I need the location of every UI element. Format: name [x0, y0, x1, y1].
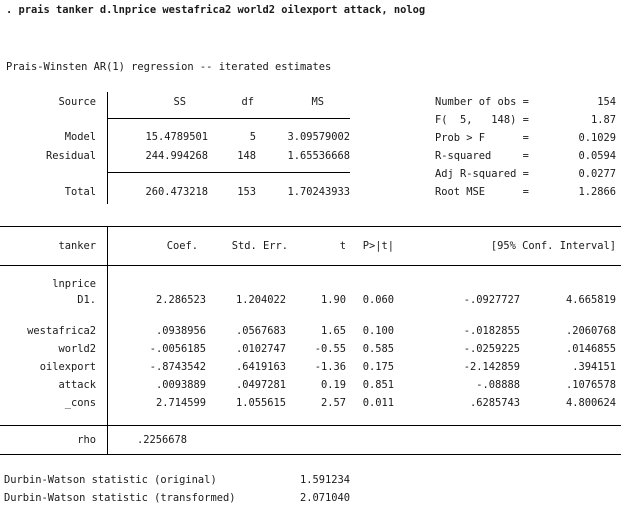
coef-row-se: .0497281 — [235, 379, 286, 391]
coef-group-label: lnprice — [52, 278, 96, 290]
stat-label: Adj R-squared = — [435, 168, 529, 180]
coef-row-ci-high: .2060768 — [565, 325, 616, 337]
anova-row-label: Model — [64, 131, 96, 143]
command-line: . prais tanker d.lnprice westafrica2 world2 oilexport attack, nolog — [6, 4, 426, 16]
coef-row-ci-low: -.0182855 — [463, 325, 520, 337]
anova-total-ms: 1.70243933 — [287, 186, 350, 198]
coef-row-se: .0102747 — [235, 343, 286, 355]
coef-row-coef: -.0056185 — [149, 343, 206, 355]
coef-row-p: 0.851 — [362, 379, 394, 391]
stat-value: 1.2866 — [578, 186, 616, 198]
coef-row-var: D1. — [77, 294, 96, 306]
anova-row-ss: 244.994268 — [145, 150, 208, 162]
coef-header-se: Std. Err. — [231, 240, 288, 252]
coef-row-coef: 2.714599 — [155, 397, 206, 409]
stat-value: 1.87 — [590, 114, 616, 126]
coef-row-ci-high: .394151 — [572, 361, 616, 373]
anova-total-ss: 260.473218 — [145, 186, 208, 198]
rho-value: .2256678 — [137, 434, 188, 446]
coef-row-t: 0.19 — [320, 379, 346, 391]
coef-row-ci-high: 4.665819 — [565, 294, 616, 306]
anova-header-ms: MS — [311, 96, 324, 108]
anova-row-ms: 3.09579002 — [287, 131, 350, 143]
stat-label: Number of obs = — [435, 96, 529, 108]
coef-row-p: 0.100 — [362, 325, 394, 337]
rho-label: rho — [77, 434, 96, 446]
coef-header-p: P>|t| — [362, 240, 394, 252]
coef-row-coef: .0093889 — [155, 379, 206, 391]
coef-row-t: 2.57 — [320, 397, 346, 409]
coef-row-ci-high: .1076578 — [565, 379, 616, 391]
stat-value: 0.0277 — [578, 168, 616, 180]
coef-row-var: _cons — [64, 397, 96, 409]
coef-row-var: attack — [58, 379, 96, 391]
coef-rule-bottom — [0, 454, 621, 455]
anova-row-label: Residual — [45, 150, 96, 162]
coef-header-var: tanker — [58, 240, 96, 252]
anova-row-ss: 15.4789501 — [145, 131, 208, 143]
coef-row-ci-low: .6285743 — [469, 397, 520, 409]
coef-row-p: 0.060 — [362, 294, 394, 306]
anova-row-df: 5 — [249, 131, 256, 143]
coef-row-se: 1.055615 — [235, 397, 286, 409]
coef-row-coef: -.8743542 — [149, 361, 206, 373]
coef-header-t: t — [339, 240, 346, 252]
dw-label: Durbin-Watson statistic (original) — [4, 474, 236, 486]
stat-value: 0.0594 — [578, 150, 616, 162]
coef-row-ci-high: 4.800624 — [565, 397, 616, 409]
coef-row-p: 0.011 — [362, 397, 394, 409]
coef-row-ci-low: -.0259225 — [463, 343, 520, 355]
coef-header-coef: Coef. — [166, 240, 198, 252]
coef-row-t: -0.55 — [314, 343, 346, 355]
regression-title: Prais-Winsten AR(1) regression -- iterated estimates — [6, 61, 332, 73]
coef-row-ci-low: -.0927727 — [463, 294, 520, 306]
coef-row-t: 1.65 — [320, 325, 346, 337]
coef-row-se: .0567683 — [235, 325, 286, 337]
coef-rule-top — [0, 226, 621, 227]
stat-label: F( 5, 148) = — [435, 114, 529, 126]
coef-row-p: 0.175 — [362, 361, 394, 373]
anova-header-source: Source — [58, 96, 96, 108]
anova-total-label: Total — [64, 186, 96, 198]
coef-row-p: 0.585 — [362, 343, 394, 355]
stat-label: Prob > F = — [435, 132, 529, 144]
coef-rule-rho — [0, 425, 621, 426]
coef-row-coef: .0938956 — [155, 325, 206, 337]
coef-row-coef: 2.286523 — [155, 294, 206, 306]
stat-label: R-squared = — [435, 150, 529, 162]
coef-row-var: world2 — [58, 343, 96, 355]
coef-row-se: 1.204022 — [235, 294, 286, 306]
anova-rule-top — [108, 118, 350, 119]
coef-row-ci-low: -2.142859 — [463, 361, 520, 373]
anova-rule-total — [108, 172, 350, 173]
dw-value: 2.071040 — [300, 492, 351, 504]
anova-row-ms: 1.65536668 — [287, 150, 350, 162]
stat-label: Root MSE = — [435, 186, 529, 198]
anova-total-df: 153 — [237, 186, 256, 198]
dw-label: Durbin-Watson statistic (transformed) — [4, 492, 236, 504]
coef-row-t: -1.36 — [314, 361, 346, 373]
coef-header-ci: [95% Conf. Interval] — [490, 240, 616, 252]
dw-value: 1.591234 — [300, 474, 351, 486]
coef-row-ci-low: -.08888 — [476, 379, 520, 391]
anova-row-df: 148 — [237, 150, 256, 162]
anova-header-ss: SS — [173, 96, 186, 108]
coef-row-ci-high: .0146855 — [565, 343, 616, 355]
stat-value: 154 — [597, 96, 616, 108]
coef-row-var: oilexport — [39, 361, 96, 373]
stat-value: 0.1029 — [578, 132, 616, 144]
coef-row-var: westafrica2 — [27, 325, 96, 337]
anova-vertical-rule — [107, 92, 108, 204]
coef-rule-header — [0, 265, 621, 266]
coef-row-t: 1.90 — [320, 294, 346, 306]
anova-header-df: df — [241, 96, 254, 108]
coef-row-se: .6419163 — [235, 361, 286, 373]
coef-vertical-rule — [107, 226, 108, 454]
